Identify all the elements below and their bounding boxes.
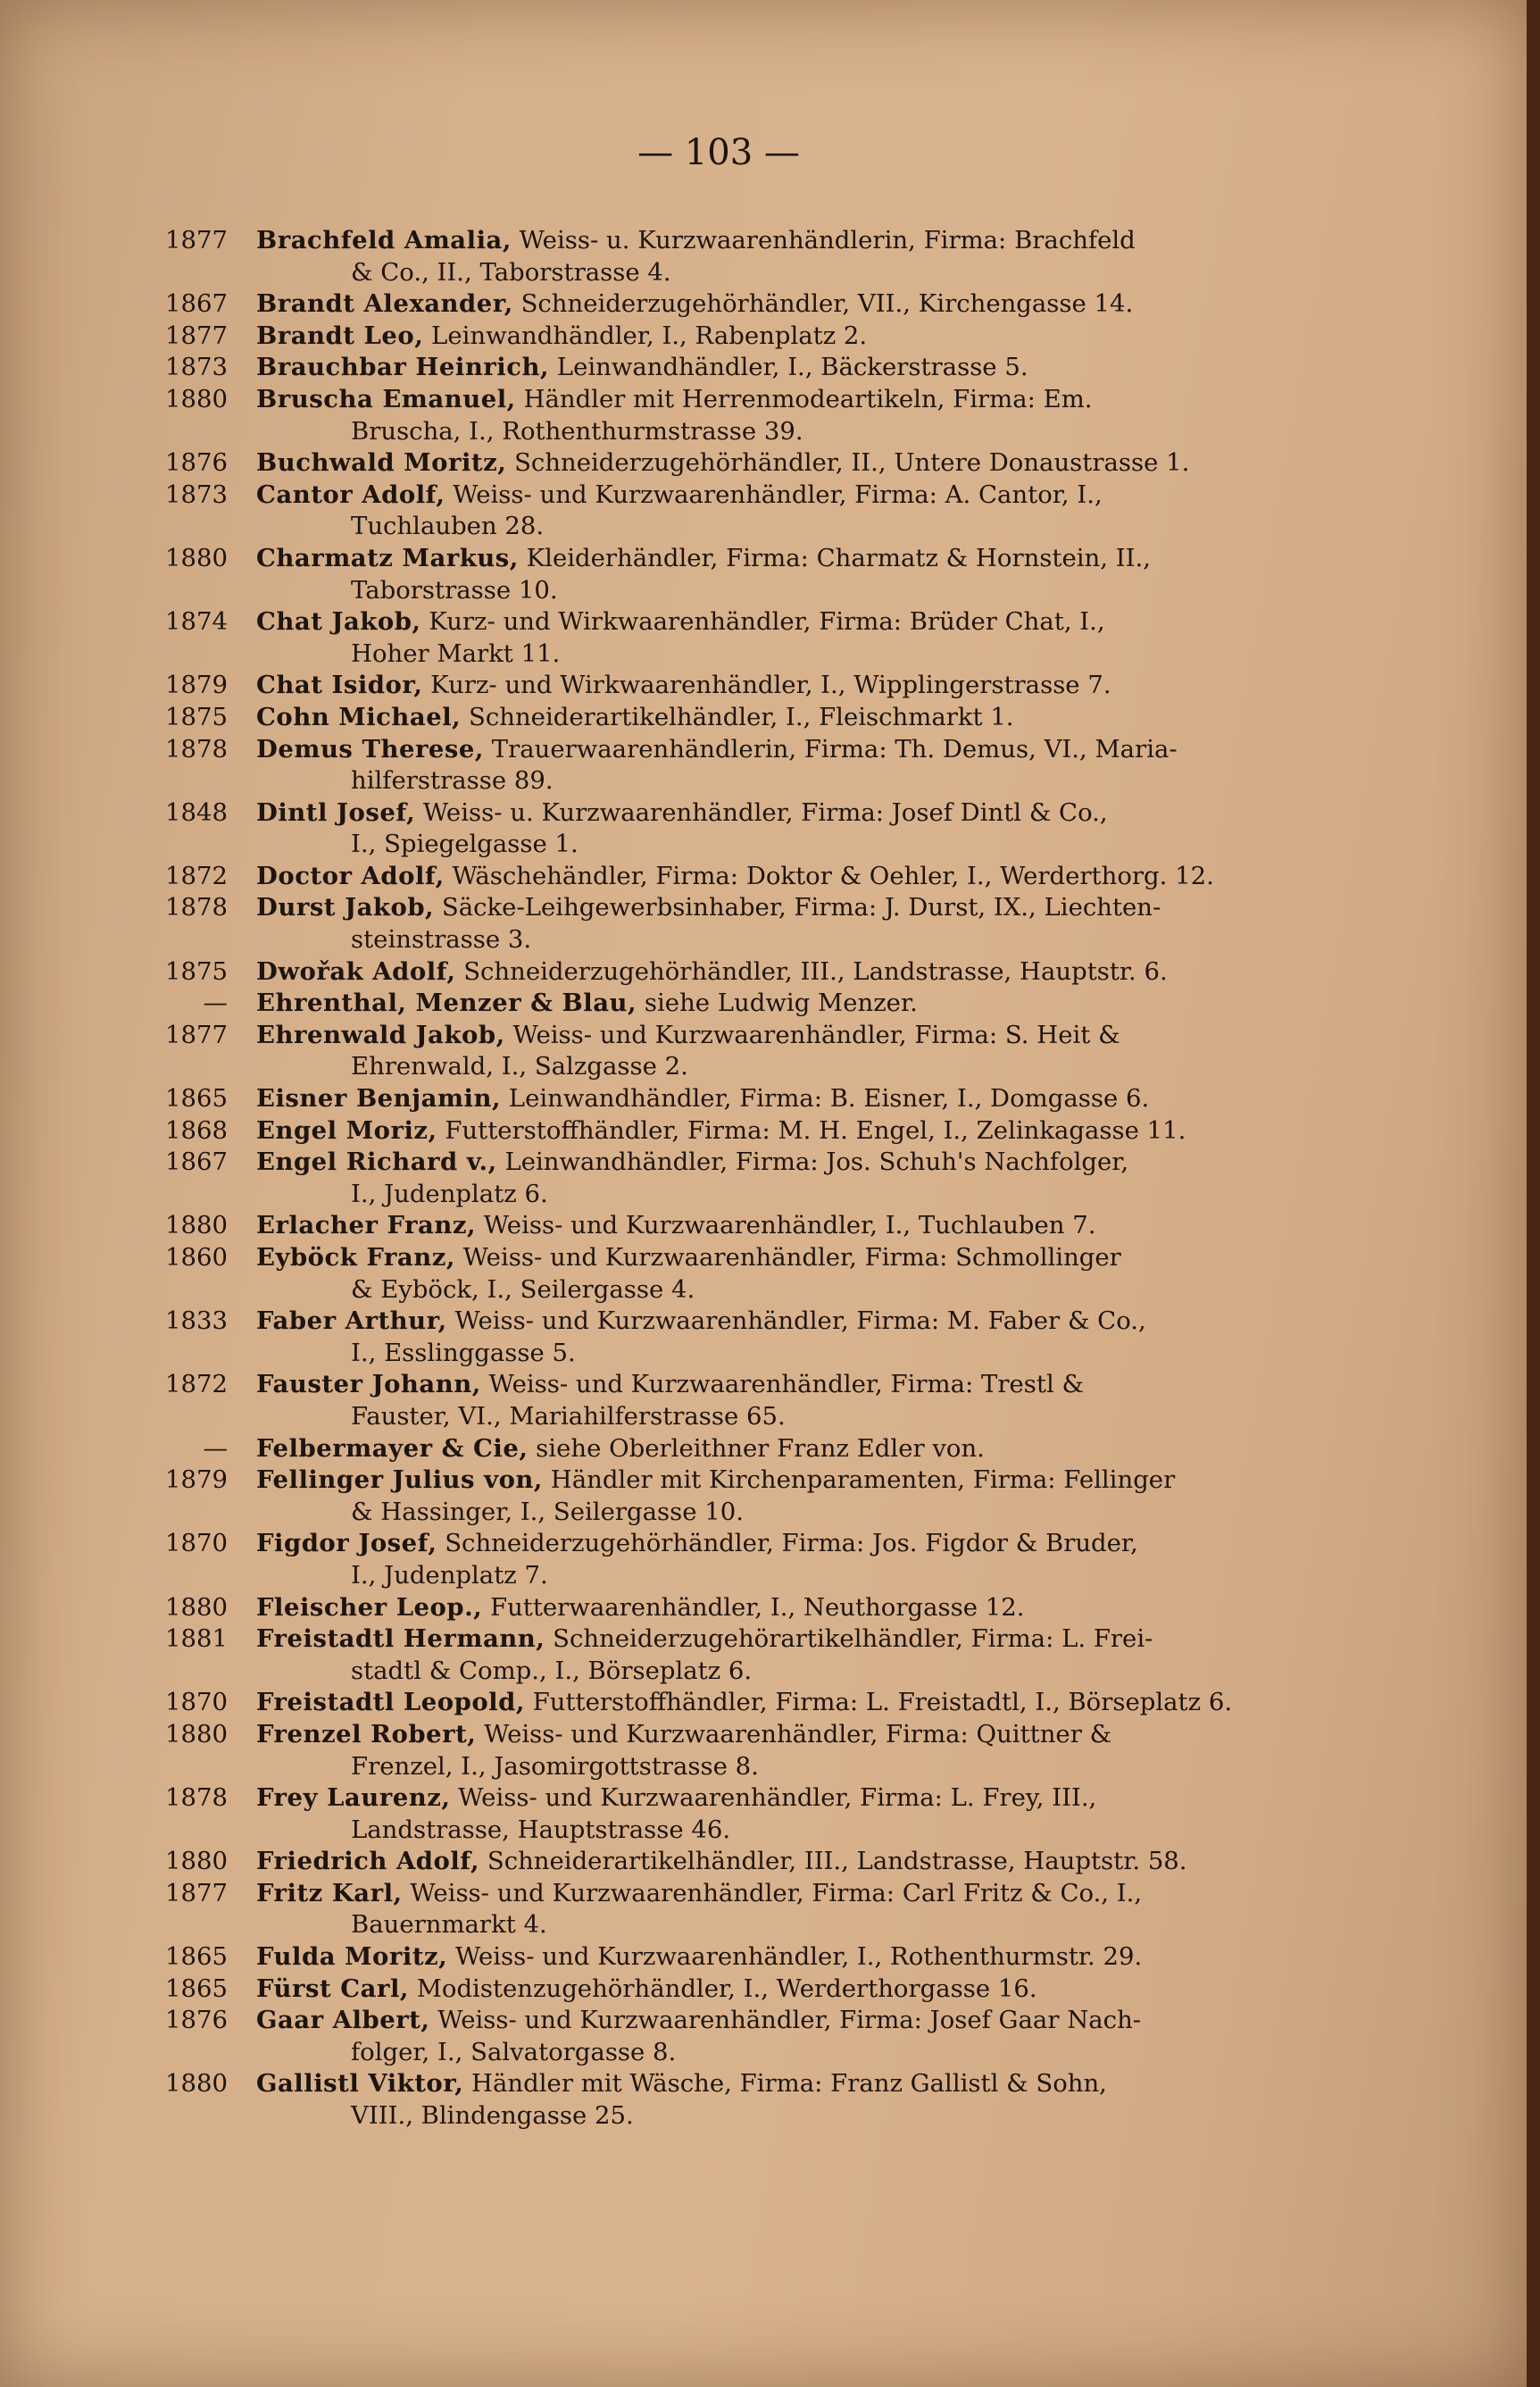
entry-text: [256, 1528, 1286, 1591]
entry-name: Dintl Josef,: [256, 797, 416, 827]
entry-name: Brauchbar Heinrich,: [256, 353, 550, 382]
directory-entry: [125, 1528, 1286, 1591]
entry-name: Engel Richard v.,: [256, 1148, 497, 1177]
entry-description: Futterstoffhändler, Firma: L. Freistadtl, I., Börseplatz 6.: [524, 1688, 1233, 1717]
entry-name: Ehrenthal, Menzer & Blau,: [256, 989, 637, 1018]
entry-name: Eyböck Franz,: [256, 1243, 455, 1272]
entry-text: [256, 861, 1286, 893]
entry-text: [256, 1623, 1286, 1687]
entry-description: Weiss- und Kurzwaarenhändler, Firma: Carl Fritz & Co., I.,: [402, 1878, 1143, 1907]
directory-entry: [125, 956, 1286, 989]
entry-continuation: & Co., II., Taborstrasse 4.: [351, 257, 671, 287]
entry-continuation: Bauernmarkt 4.: [351, 1910, 547, 1940]
entry-year: 1873: [165, 480, 228, 509]
entry-name: Dwořak Adolf,: [256, 956, 456, 986]
entry-description: Weiss- und Kurzwaarenhändler, Firma: A. Cantor, I.,: [445, 480, 1103, 509]
entry-text: [256, 734, 1286, 797]
entry-description: siehe Oberleithner Franz Edler von.: [528, 1433, 985, 1463]
entry-text: [256, 1083, 1286, 1115]
directory-entry: [125, 797, 1286, 861]
entry-continuation: Fauster, VI., Mariahilferstrasse 65.: [351, 1401, 786, 1431]
entry-text: [256, 384, 1286, 447]
entry-name: Frey Laurenz,: [256, 1783, 451, 1813]
entry-year: 1880: [165, 384, 228, 413]
directory-entry: [125, 1846, 1286, 1878]
entry-description: Leinwandhändler, Firma: Jos. Schuh's Nachfolger,: [496, 1148, 1129, 1177]
entry-year: 1880: [165, 1211, 228, 1240]
entry-text: [256, 1306, 1286, 1369]
entry-continuation: folger, I., Salvatorgasse 8.: [351, 2037, 677, 2066]
entry-year: 1872: [165, 861, 228, 890]
entry-name: Fulda Moritz,: [256, 1942, 448, 1972]
page-number: — 103 —: [637, 132, 800, 173]
entry-continuation: Bruscha, I., Rothenthurmstrasse 39.: [351, 416, 803, 446]
directory-entry: [125, 2005, 1286, 2068]
entry-year: 1877: [165, 321, 228, 350]
entry-text: [256, 670, 1286, 702]
entry-description: Schneiderzugehörhändler, VII., Kirchengasse 14.: [512, 289, 1134, 319]
entry-description: Schneiderzugehörartikelhändler, Firma: L. Frei-: [545, 1624, 1153, 1654]
entry-description: siehe Ludwig Menzer.: [637, 989, 918, 1018]
entry-text: [256, 2068, 1286, 2132]
directory-entry: [125, 288, 1286, 321]
entry-name: Bruscha Emanuel,: [256, 384, 516, 413]
entry-year: 1874: [165, 607, 228, 637]
entry-name: Brandt Leo,: [256, 321, 424, 350]
entry-year: 1876: [165, 2006, 228, 2035]
entry-text: [256, 1878, 1286, 1941]
entry-year: 1875: [165, 956, 228, 986]
entry-name: Charmatz Markus,: [256, 543, 519, 572]
directory-entry: [125, 734, 1286, 797]
entry-year: 1868: [165, 1115, 228, 1145]
entry-name: Gallistl Viktor,: [256, 2069, 464, 2099]
entry-description: Futterstoffhändler, Firma: M. H. Engel, I., Zelinkagasse 11.: [437, 1115, 1186, 1145]
entry-continuation: Frenzel, I., Jasomirgottstrasse 8.: [351, 1751, 759, 1781]
entry-text: [256, 288, 1286, 321]
directory-entry: [125, 1115, 1286, 1148]
directory-list: [125, 225, 1286, 2132]
entry-description: Weiss- und Kurzwaarenhändler, Firma: Schmollinger: [454, 1243, 1121, 1272]
entry-year: 1880: [165, 1592, 228, 1622]
directory-entry: [125, 480, 1286, 543]
directory-entry: [125, 1592, 1286, 1624]
entry-description: Weiss- und Kurzwaarenhändler, Firma: S. Heit &: [504, 1020, 1120, 1049]
entry-description: Schneiderartikelhändler, III., Landstrasse, Hauptstr. 58.: [479, 1847, 1187, 1876]
entry-text: [256, 988, 1286, 1020]
directory-entry: [125, 352, 1286, 384]
directory-entry: [125, 1623, 1286, 1687]
directory-entry: [125, 670, 1286, 702]
entry-name: Erlacher Franz,: [256, 1211, 477, 1240]
directory-entry: [125, 1306, 1286, 1369]
directory-entry: [125, 1210, 1286, 1242]
entry-text: [256, 352, 1286, 384]
entry-description: Weiss- u. Kurzwaarenhändlerin, Firma: Brachfeld: [511, 226, 1136, 255]
entry-year: 1865: [165, 1942, 228, 1972]
entry-year: —: [203, 989, 228, 1018]
entry-year: 1879: [165, 1465, 228, 1495]
entry-year: 1878: [165, 1783, 228, 1813]
entry-continuation: VIII., Blindengasse 25.: [351, 2101, 634, 2131]
entry-text: [256, 225, 1286, 288]
entry-continuation: & Hassinger, I., Seilergasse 10.: [351, 1497, 744, 1526]
entry-name: Eisner Benjamin,: [256, 1084, 502, 1114]
entry-text: [256, 1592, 1286, 1624]
directory-entry: [125, 384, 1286, 447]
entry-text: [256, 1941, 1286, 1974]
entry-name: Buchwald Moritz,: [256, 448, 507, 478]
entry-continuation: hilferstrasse 89.: [351, 766, 554, 796]
entry-continuation: I., Judenplatz 6.: [351, 1179, 548, 1208]
directory-entry: [125, 1719, 1286, 1782]
entry-name: Frenzel Robert,: [256, 1719, 477, 1749]
entry-year: 1880: [165, 2069, 228, 2099]
entry-name: Engel Moriz,: [256, 1115, 437, 1145]
directory-entry: [125, 447, 1286, 480]
directory-entry: [125, 861, 1286, 893]
entry-continuation: I., Esslinggasse 5.: [351, 1338, 576, 1367]
entry-description: Händler mit Wäsche, Firma: Franz Gallistl & Sohn,: [463, 2069, 1107, 2099]
directory-entry: [125, 321, 1286, 353]
directory-entry: [125, 1974, 1286, 2006]
entry-description: Schneiderartikelhändler, I., Fleischmarkt 1.: [461, 702, 1014, 731]
entry-description: Leinwandhändler, Firma: B. Eisner, I., Domgasse 6.: [501, 1084, 1150, 1114]
entry-name: Faber Arthur,: [256, 1306, 447, 1336]
directory-entry: [125, 2068, 1286, 2132]
entry-year: —: [203, 1433, 228, 1463]
entry-text: [256, 447, 1286, 480]
entry-description: Weiss- und Kurzwaarenhändler, I., Tuchlauben 7.: [476, 1211, 1096, 1240]
entry-text: [256, 1465, 1286, 1528]
entry-year: 1880: [165, 1719, 228, 1749]
entry-continuation: stadtl & Comp., I., Börseplatz 6.: [351, 1656, 753, 1685]
entry-text: [256, 543, 1286, 606]
entry-name: Chat Jakob,: [256, 607, 421, 637]
entry-text: [256, 480, 1286, 543]
entry-year: 1879: [165, 671, 228, 700]
entry-description: Leinwandhändler, I., Bäckerstrasse 5.: [549, 353, 1028, 382]
entry-description: Weiss- und Kurzwaarenhändler, Firma: Trestl &: [480, 1370, 1084, 1399]
entry-name: Felbermayer & Cie,: [256, 1433, 529, 1463]
directory-entry: [125, 1242, 1286, 1306]
entry-text: [256, 1210, 1286, 1242]
entry-year: 1878: [165, 893, 228, 922]
directory-entry: [125, 1369, 1286, 1432]
entry-description: Händler mit Herrenmodeartikeln, Firma: Em.: [515, 384, 1093, 413]
entry-name: Brachfeld Amalia,: [256, 226, 512, 255]
entry-text: [256, 1369, 1286, 1432]
entry-year: 1881: [165, 1624, 228, 1654]
directory-entry: [125, 1782, 1286, 1846]
entry-year: 1876: [165, 448, 228, 478]
book-spine: [1527, 0, 1540, 2387]
entry-year: 1877: [165, 1878, 228, 1907]
entry-name: Fellinger Julius von,: [256, 1465, 543, 1495]
entry-continuation: I., Judenplatz 7.: [351, 1560, 548, 1590]
entry-text: [256, 1115, 1286, 1148]
entry-text: [256, 956, 1286, 989]
entry-continuation: Landstrasse, Hauptstrasse 46.: [351, 1815, 731, 1844]
entry-name: Fleischer Leop.,: [256, 1592, 483, 1622]
entry-year: 1833: [165, 1306, 228, 1336]
entry-text: [256, 892, 1286, 956]
directory-entry: [125, 225, 1286, 288]
entry-text: [256, 1974, 1286, 2006]
entry-description: Kleiderhändler, Firma: Charmatz & Hornstein, II.,: [518, 543, 1151, 572]
entry-year: 1880: [165, 1847, 228, 1876]
entry-description: Schneiderzugehörhändler, Firma: Jos. Figdor & Bruder,: [437, 1529, 1138, 1558]
directory-entry: [125, 543, 1286, 606]
directory-entry: [125, 1433, 1286, 1465]
entry-name: Demus Therese,: [256, 734, 484, 764]
entry-year: 1860: [165, 1243, 228, 1272]
entry-text: [256, 1020, 1286, 1083]
directory-entry: [125, 1147, 1286, 1210]
entry-description: Weiss- und Kurzwaarenhändler, I., Rothenthurmstr. 29.: [447, 1942, 1143, 1972]
entry-year: 1880: [165, 543, 228, 572]
entry-description: Trauerwaarenhändlerin, Firma: Th. Demus, VI., Maria-: [483, 734, 1178, 764]
entry-name: Brandt Alexander,: [256, 289, 513, 319]
entry-text: [256, 1719, 1286, 1782]
entry-continuation: & Eyböck, I., Seilergasse 4.: [351, 1274, 695, 1304]
entry-description: Kurz- und Wirkwaarenhändler, Firma: Brüder Chat, I.,: [420, 607, 1105, 637]
entry-continuation: Hoher Markt 11.: [351, 638, 561, 668]
entry-text: [256, 2005, 1286, 2068]
entry-description: Kurz- und Wirkwaarenhändler, I., Wipplingerstrasse 7.: [422, 671, 1111, 700]
entry-text: [256, 1433, 1286, 1465]
entry-description: Händler mit Kirchenparamenten, Firma: Fellinger: [542, 1465, 1176, 1495]
directory-entry: [125, 1083, 1286, 1115]
entry-name: Fritz Karl,: [256, 1878, 403, 1907]
entry-continuation: I., Spiegelgasse 1.: [351, 830, 579, 859]
entry-name: Cantor Adolf,: [256, 480, 445, 509]
entry-description: Weiss- und Kurzwaarenhändler, Firma: Quittner &: [476, 1719, 1112, 1749]
entry-year: 1870: [165, 1688, 228, 1717]
entry-text: [256, 702, 1286, 734]
entry-name: Ehrenwald Jakob,: [256, 1020, 505, 1049]
entry-text: [256, 1846, 1286, 1878]
entry-year: 1865: [165, 1084, 228, 1114]
entry-description: Modistenzugehörhändler, I., Werderthorgasse 16.: [409, 1974, 1037, 2003]
entry-name: Freistadtl Leopold,: [256, 1688, 525, 1717]
entry-year: 1865: [165, 1974, 228, 2003]
entry-name: Freistadtl Hermann,: [256, 1624, 545, 1654]
entry-name: Figdor Josef,: [256, 1529, 437, 1558]
entry-name: Durst Jakob,: [256, 893, 435, 922]
entry-text: [256, 1782, 1286, 1846]
directory-entry: [125, 702, 1286, 734]
entry-year: 1867: [165, 1148, 228, 1177]
entry-year: 1870: [165, 1529, 228, 1558]
directory-entry: [125, 1878, 1286, 1941]
directory-entry: [125, 1941, 1286, 1974]
directory-entry: [125, 1465, 1286, 1528]
entry-description: Weiss- und Kurzwaarenhändler, Firma: L. Frey, III.,: [450, 1783, 1097, 1813]
entry-year: 1877: [165, 1020, 228, 1049]
entry-description: Leinwandhändler, I., Rabenplatz 2.: [423, 321, 868, 350]
entry-text: [256, 606, 1286, 670]
entry-name: Doctor Adolf,: [256, 861, 445, 890]
entry-description: Schneiderzugehörhändler, III., Landstrasse, Hauptstr. 6.: [455, 956, 1168, 986]
entry-description: Schneiderzugehörhändler, II., Untere Donaustrasse 1.: [506, 448, 1190, 478]
directory-entry: [125, 988, 1286, 1020]
entry-text: [256, 1242, 1286, 1306]
entry-name: Gaar Albert,: [256, 2006, 430, 2035]
entry-text: [256, 1147, 1286, 1210]
directory-entry: [125, 1687, 1286, 1719]
entry-year: 1872: [165, 1370, 228, 1399]
entry-text: [256, 1687, 1286, 1719]
directory-entry: [125, 606, 1286, 670]
entry-description: Säcke-Leihgewerbsinhaber, Firma: J. Durst, IX., Liechten-: [434, 893, 1161, 922]
entry-description: Weiss- und Kurzwaarenhändler, Firma: M. Faber & Co.,: [446, 1306, 1146, 1336]
entry-name: Fauster Johann,: [256, 1370, 481, 1399]
entry-continuation: Tuchlauben 28.: [351, 512, 545, 541]
entry-continuation: Ehrenwald, I., Salzgasse 2.: [351, 1052, 688, 1081]
entry-description: Weiss- u. Kurzwaarenhändler, Firma: Josef Dintl & Co.,: [415, 797, 1108, 827]
entry-name: Cohn Michael,: [256, 702, 462, 731]
entry-continuation: Taborstrasse 10.: [351, 575, 558, 605]
entry-name: Chat Isidor,: [256, 671, 423, 700]
entry-year: 1878: [165, 734, 228, 764]
entry-year: 1848: [165, 797, 228, 827]
entry-year: 1873: [165, 353, 228, 382]
entry-description: Weiss- und Kurzwaarenhändler, Firma: Josef Gaar Nach-: [429, 2006, 1142, 2035]
directory-entry: [125, 892, 1286, 956]
entry-year: 1875: [165, 702, 228, 731]
entry-description: Futterwaarenhändler, I., Neuthorgasse 12.: [482, 1592, 1025, 1622]
directory-entry: [125, 1020, 1286, 1083]
entry-year: 1877: [165, 226, 228, 255]
entry-year: 1867: [165, 289, 228, 319]
entry-text: [256, 797, 1286, 861]
entry-text: [256, 321, 1286, 353]
entry-continuation: steinstrasse 3.: [351, 925, 532, 955]
entry-name: Friedrich Adolf,: [256, 1847, 480, 1876]
entry-name: Fürst Carl,: [256, 1974, 409, 2003]
entry-description: Wäschehändler, Firma: Doktor & Oehler, I., Werderthorg. 12.: [444, 861, 1214, 890]
